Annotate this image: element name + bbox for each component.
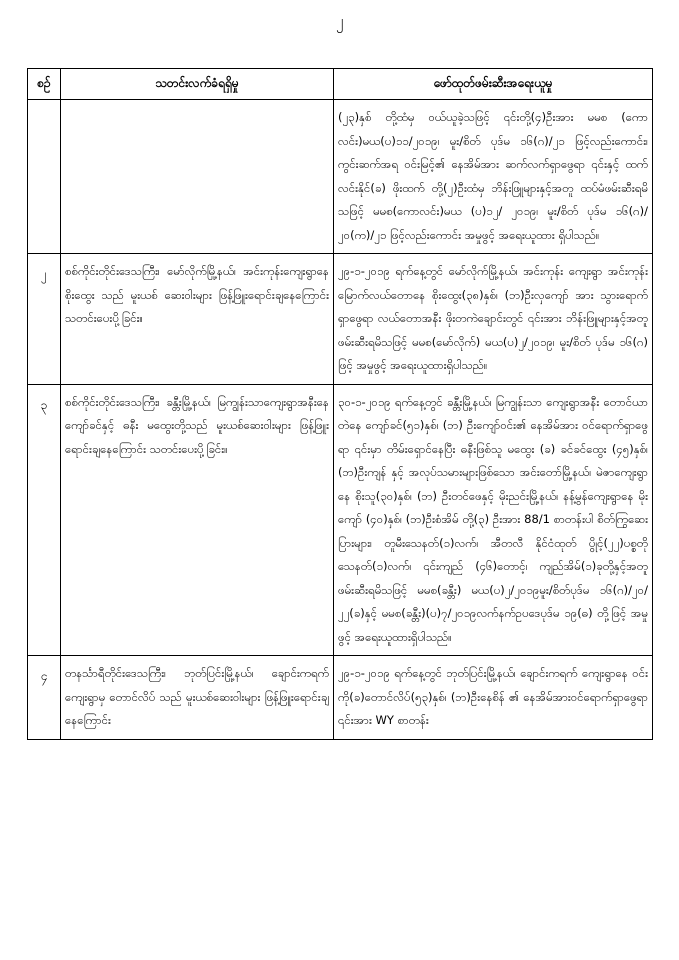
table-row <box>28 384 653 656</box>
report-cell <box>61 100 334 254</box>
serial-no-cell: ၂ <box>28 254 61 385</box>
action-cell: ၂၉-၁-၂၀၁၉ ရက်နေ့တွင် မော်လိုက်မြို့နယ်၊ အင်းကုန်း ကျေးရွာ အင်းကုန်းမြောက်လယ်တောနေ စိုးထွေး(၃၈)နှစ်၊ (ဘ)ဦးလှကျော် အား သွားရောက်ရှာဖွေရာ လယ်တောအနီး ဖိုးတကဲချောင်းတွင် ၎င်းအား ဘိန်းဖြူများနှင့်အတူ ဖမ်းဆီးရမိသဖြင့် မမစ(မော်လိုက်) မယ(ပ)၂/၂၀၁၉၊ မူး/စိတ် ပုဒ်မ ၁၆(ဂ) ဖြင့် အမှုဖွင့် အရေးယူထားရှိပါသည်။ <box>334 254 653 385</box>
action-cell: (၂၃)နှစ် တို့ထံမှ ဝယ်ယူခဲ့သဖြင့် ၎င်းတို့(၄)ဦးအား မမစ (ကောလင်း)မယ(ပ)၁၁/၂၀၁၉၊ မူး/စိတ် ပုဒ်မ ၁၆(ဂ)/၂၁ ဖြင့်လည်းကောင်း၊ ကွင်းဆက်အရ ဝင်းမြင့်၏ နေအိမ်အား ဆက်လက်ရှာဖွေရာ ၎င်းနှင့် ထက်လင်းနိုင်(ခ) ဖိုးထက် တို့(၂)ဦးထံမှ ဘိန်းဖြူများနှင့်အတူ ထပ်မံဖမ်းဆီးရမိ သဖြင့် မမစ(ကောလင်း)မယ (ပ)၁၂/ ၂၀၁၉၊ မူး/စိတ် ပုဒ်မ ၁၆(ဂ)/၂၀(က)/၂၁ ဖြင့်လည်းကောင်း အမှုဖွင့် အရေးယူထား ရှိပါသည်။ <box>334 100 653 254</box>
serial-no-cell: ၃ <box>28 384 61 656</box>
table-row <box>28 656 653 740</box>
header-serial-no: စဉ် <box>28 69 61 100</box>
page-number: ၂ <box>335 12 344 30</box>
report-cell: တနင်္သာရီတိုင်းဒေသကြီး၊ ဘုတ်ပြင်းမြို့နယ်၊ ချောင်းကရက်ကျေးရွာမှ တောင်လိပ် သည် မူးယစ်ဆေးဝါးများ ဖြန့်ဖြူးရောင်းချနေကြောင်း <box>61 656 334 740</box>
report-cell: စစ်ကိုင်းတိုင်းဒေသကြီး၊ ခန္တီးမြို့နယ်၊ မြကျွန်းသာကျေးရွာအနီးနေ ကျော်ခင်နှင့် ဓနီး မထွေးတို့သည် မူးယစ်ဆေးဝါးများ ဖြန့်ဖြူးရောင်းချနေကြောင်း သတင်းပေးပို့ခြင်း။ <box>61 384 334 656</box>
header-action-taken: ဖော်ထုတ်ဖမ်းဆီးအရေးယူမှု <box>334 69 653 100</box>
report-cell: စစ်ကိုင်းတိုင်းဒေသကြီး၊ မော်လိုက်မြို့နယ်၊ အင်းကုန်းကျေးရွာနေ စိုးထွေး သည် မူးယစ် ဆေးဝါးများ ဖြန့်ဖြူးရောင်းချနေကြောင်း သတင်းပေးပို့ခြင်း။ <box>61 254 334 385</box>
table-row <box>28 100 653 254</box>
serial-no-cell <box>28 100 61 254</box>
report-table <box>27 68 653 740</box>
serial-no-cell: ၄ <box>28 656 61 740</box>
action-cell: ၂၉-၁-၂၀၁၉ ရက်နေ့တွင် ဘုတ်ပြင်းမြို့နယ်၊ ချောင်းကရက် ကျေးရွာနေ ဝင်းကို(ခ)တောင်လိပ်(၅၃)နှစ်၊ (ဘ)ဦးနေစိန် ၏ နေအိမ်အားဝင်ရောက်ရှာဖွေရာ ၎င်းအား WY စာတန်း <box>334 656 653 740</box>
header-row <box>28 69 653 100</box>
header-report-received: သတင်းလက်ခံရရှိမှု <box>61 69 334 100</box>
action-cell: ၃၀-၁-၂၀၁၉ ရက်နေ့တွင် ခန္တီးမြို့နယ်၊ မြကျွန်းသာ ကျေးရွာအနီး တောင်ယာတဲနေ ကျော်ခင်(၅၁)နှစ်၊ (ဘ) ဦးကျော်ဝင်း၏ နေအိမ်အား ဝင်ရောက်ရှာဖွေရာ ၎င်းမှာ တိမ်းရှောင်နေပြီး ဓနီးဖြစ်သူ မထွေး (ခ) ခင်ခင်ထွေး (၄၅)နှစ်၊ (ဘ)ဦးကျန် နှင့် အလုပ်သမားများဖြစ်သော အင်းတော်မြို့နယ်၊ မဲဇာကျေးရွာနေ စိုးသူ(၃၀)နှစ်၊ (ဘ) ဦးတင်ဖေနှင့် မိုးညင်းမြို့နယ်၊ နန့်မွန်ကျေးရွာနေ မိုးကျော် (၄၀)နှစ်၊ (ဘ)ဦးစံအိမ် တို့(၃) ဦးအား 88/1 စာတန်းပါ စိတ်ကြွဆေးပြားများ၊ တူမီးသေနတ်(၁)လက်၊ အီတလီ နိုင်ငံထုတ် ပွိုင့်(၂၂)ပစ္စတို သေနတ်(၁)လက်၊ ၎င်းကျည် (၄၆)တောင့်၊ ကျည်အိမ်(၁)ခုတို့နှင့်အတူ ဖမ်းဆီးရမိသဖြင့် မမစ(ခန္တီး) မယ(ပ)၂/၂၀၁၉မူး/စိတ်ပုဒ်မ ၁၆(ဂ)/၂၀/ ၂၂(ခ)နှင့် မမစ(ခန္တီး)(ပ)၇/၂၀၁၉လက်နက်ဥပဒေပုဒ်မ ၁၉(ဓ) တို့ဖြင့် အမှုဖွင့် အရေးယူထားရှိပါသည်။ <box>334 384 653 656</box>
table-row <box>28 254 653 385</box>
